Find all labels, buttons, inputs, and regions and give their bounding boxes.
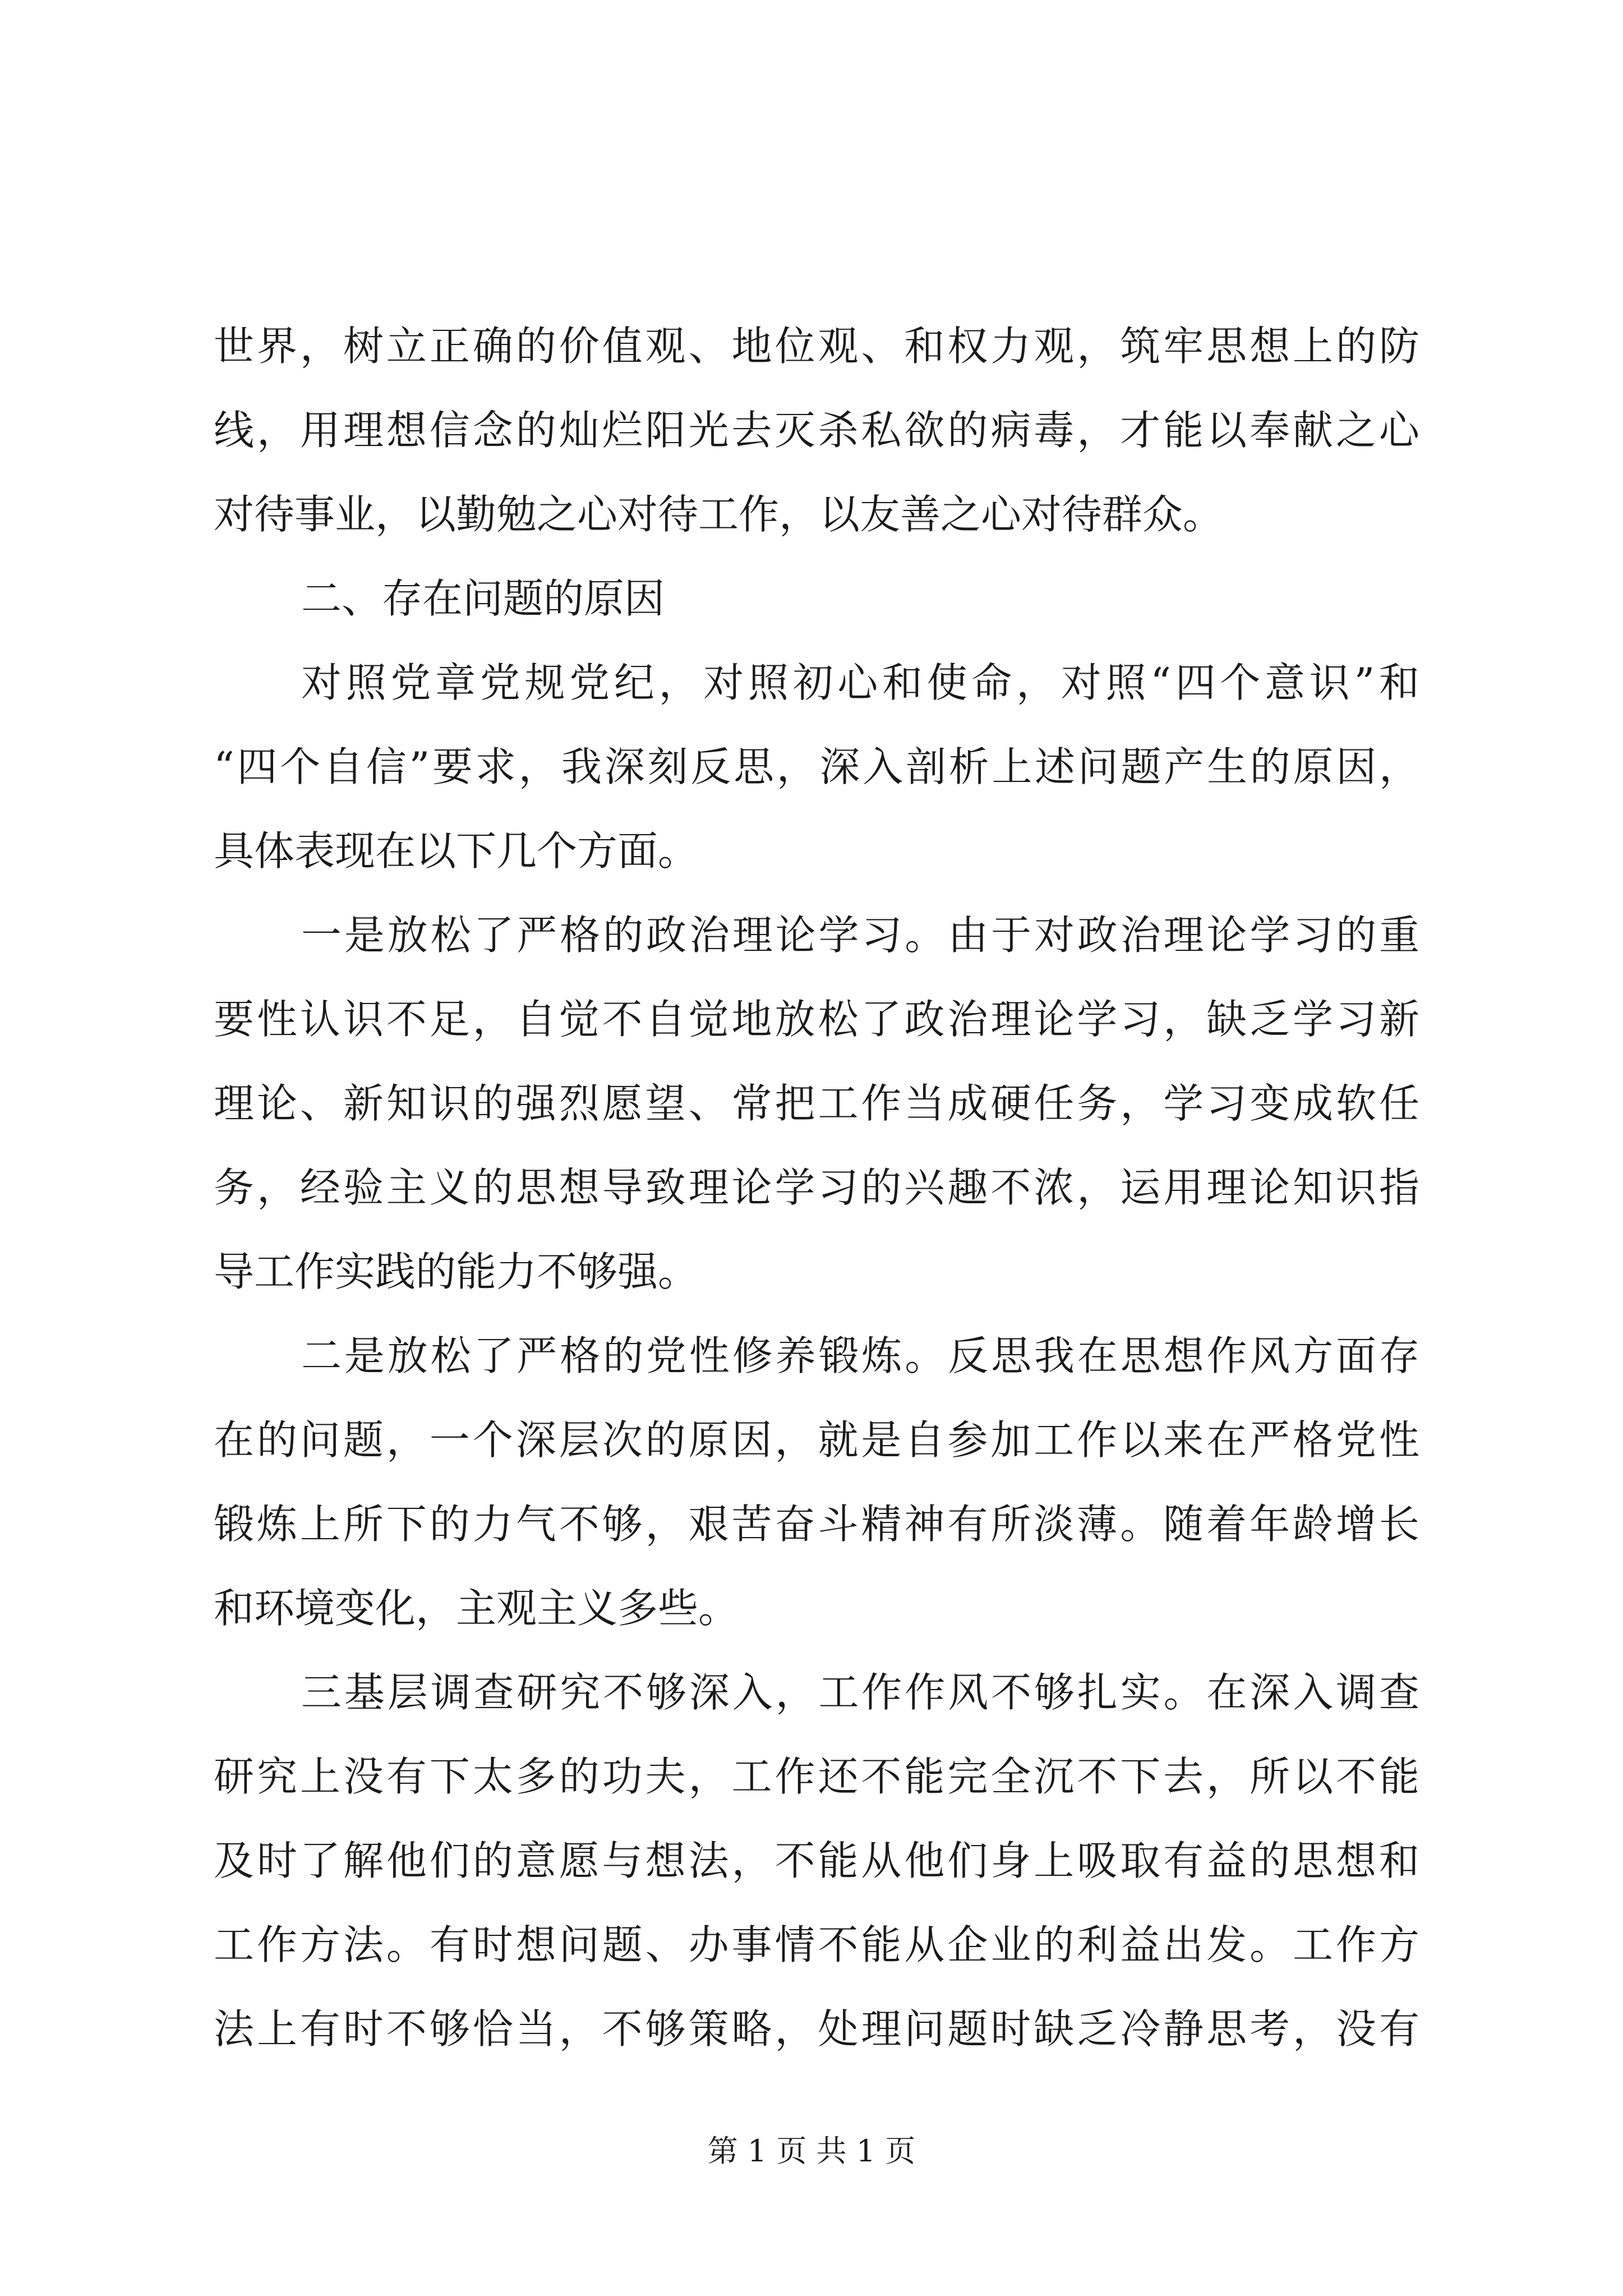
text-line: 及时了解他们的意愿与想法，不能从他们身上吸取有益的思想和 bbox=[214, 1837, 1419, 1884]
text-line: 具体表现在以下几个方面。 bbox=[214, 827, 699, 875]
text-line: 锻炼上所下的力气不够，艰苦奋斗精神有所淡薄。随着年龄增长 bbox=[214, 1501, 1419, 1548]
text-line: 工作方法。有时想问题、办事情不能从企业的利益出发。工作方 bbox=[214, 1921, 1419, 1968]
text-line: 三基层调查研究不够深入，工作作风不够扎实。在深入调查 bbox=[301, 1669, 1419, 1716]
text-line: 对照党章党规党纪，对照初心和使命，对照“四个意识”和 bbox=[301, 659, 1419, 706]
text-line: 导工作实践的能力不够强。 bbox=[214, 1248, 699, 1295]
page-number-footer: 第 1 页 共 1 页 bbox=[707, 2133, 916, 2169]
text-line: 一是放松了严格的政治理论学习。由于对政治理论学习的重 bbox=[301, 912, 1419, 959]
text-line: 在的问题，一个深层次的原因，就是自参加工作以来在严格党性 bbox=[214, 1416, 1419, 1464]
text-line: 对待事业，以勤勉之心对待工作，以友善之心对待群众。 bbox=[214, 491, 1224, 538]
text-line: 研究上没有下太多的功夫，工作还不能完全沉不下去，所以不能 bbox=[214, 1753, 1419, 1800]
text-line: 理论、新知识的强烈愿望、常把工作当成硬任务，学习变成软任 bbox=[214, 1080, 1419, 1127]
text-line: 和环境变化，主观主义多些。 bbox=[214, 1585, 739, 1632]
text-line: “四个自信”要求，我深刻反思，深入剖析上述问题产生的原因， bbox=[214, 743, 1419, 790]
text-line: 要性认识不足，自觉不自觉地放松了政治理论学习，缺乏学习新 bbox=[214, 996, 1419, 1043]
text-line: 线，用理想信念的灿烂阳光去灭杀私欲的病毒，才能以奉献之心 bbox=[214, 407, 1419, 454]
text-line: 法上有时不够恰当，不够策略，处理问题时缺乏冷静思考，没有 bbox=[214, 2005, 1419, 2053]
text-line: 务，经验主义的思想导致理论学习的兴趣不浓，运用理论知识指 bbox=[214, 1164, 1419, 1211]
text-line: 世界，树立正确的价值观、地位观、和权力观，筑牢思想上的防 bbox=[214, 323, 1419, 370]
text-line: 二是放松了严格的党性修养锻炼。反思我在思想作风方面存 bbox=[301, 1332, 1419, 1379]
section-heading: 二、存在问题的原因 bbox=[301, 575, 665, 622]
